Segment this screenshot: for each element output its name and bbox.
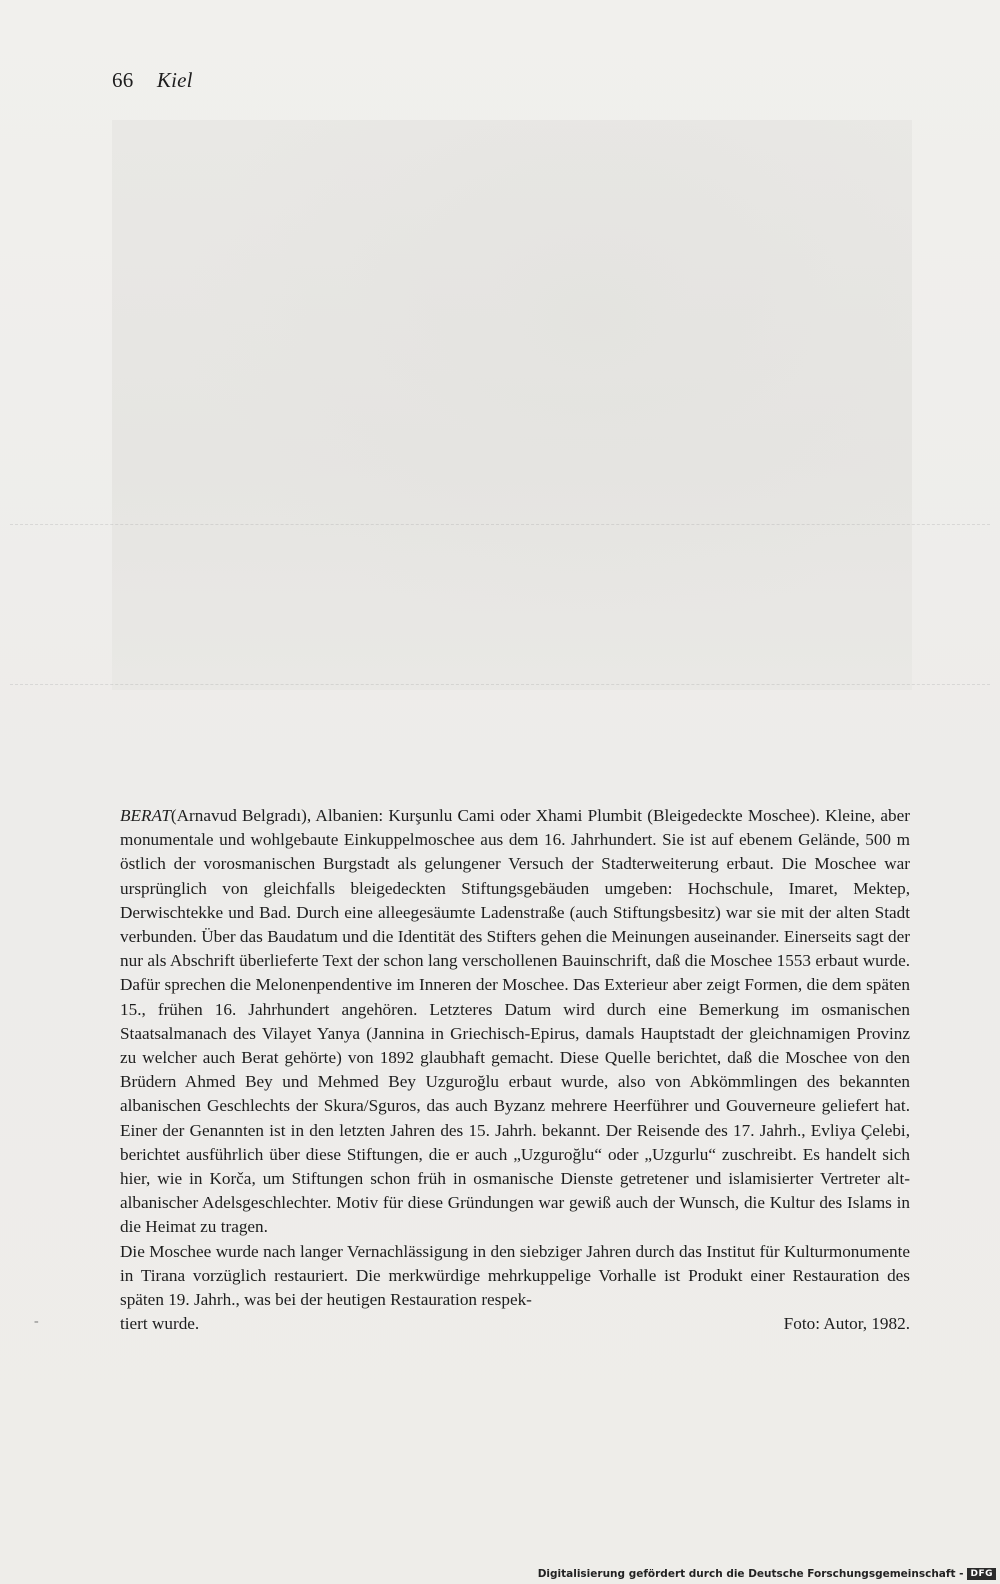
caption-paragraph-2 bbox=[120, 1240, 910, 1313]
figure-caption bbox=[120, 804, 910, 1336]
photo-plate-area bbox=[112, 120, 912, 690]
running-head-author: Kiel bbox=[156, 68, 193, 92]
digitization-footer bbox=[538, 1568, 996, 1580]
footer-text: Digitalisierung gefördert durch die Deutsche Forschungsgemeinschaft - bbox=[537, 1568, 964, 1580]
running-head bbox=[112, 68, 193, 93]
dfg-logo: DFG bbox=[967, 1568, 996, 1580]
photo-credit: Foto: Autor, 1982. bbox=[783, 1314, 910, 1334]
caption-paragraph-1-text: (Arnavud Belgradı), Albanien: Kurşunlu Cami oder Xhami Plumbit (Bleigedeckte Moschee). Kleine, aber monumentale und wohlgebaute Einkuppelmoschee aus dem 16. Jahrhundert. Sie ist auf ebenem Gelände, 500 m östlich der vorosmanischen Burgstadt als gelungener Versuch der Stadterweiterung erbaut. Die Moschee war ursprünglich von gleichfalls bleigedeckten Stiftungsgebäuden umgeben: Hochschule, Imaret, Mektep, Derwischtekke und Bad. Durch eine alleegesäumte Ladenstraße (auch Stiftungsbesitz) war sie mit der alten Stadt verbunden. Über das Baudatum und die Identität des Stifters gehen die Meinungen auseinander. Einerseits sagt der nur als Abschrift überlieferte Text der schon lang verschollenen Bauinschrift, daß die Moschee 1553 erbaut wurde. Dafür sprechen die Melonenpendentive im Inneren der Moschee. Das Exterieur aber zeigt Formen, die dem späten 15., frühen 16. Jahrhundert angehören. Letzteres Datum wird durch eine Bemerkung im osmanischen Staatsalmanach des Vilayet Yanya (Jannina in Griechisch-Epirus, damals Hauptstadt der gleichnamigen Provinz zu welcher auch Berat gehörte) von 1892 glaubhaft gemacht. Diese Quelle berichtet, daß die Moschee von den Brüdern Ahmed Bey und Mehmed Bey Uzguroğlu erbaut wurde, also von Abkömmlingen des bekannten albanischen Geschlechts der Skura/Sguros, das auch Byzanz mehrere Heerführer und Gouverneure geliefert hat. Einer der Genannten ist in den letzten Jahren des 15. Jahrh. bekannt. Der Reisende des 17. Jahrh., Evliya Çelebi, berichtet ausführlich über diese Stiftungen, die er auch „Uzguroğlu“ oder „Uzgurlu“ zuschreibt. Es handelt sich hier, wie in Korča, um Stiftungen schon früh in osmanische Dienste getretener und islamisierter Vertreter alt-albanischer Adelsgeschlechter. Motiv für diese Gründungen war gewiß auch der Wunsch, die Kultur des Islams in die Heimat zu tragen. bbox=[120, 806, 910, 1237]
margin-mark: - bbox=[34, 1314, 39, 1329]
caption-paragraph-2-text: Die Moschee wurde nach langer Vernachlässigung in den siebziger Jahren durch das Institut für Kulturmonumente in Tirana vorzüglich restauriert. Die merkwürdige mehrkuppelige Vorhalle ist Produkt einer Restauration des späten 19. Jahrh., was bei der heutigen Restauration respek- bbox=[120, 1241, 910, 1310]
scan-artifact-line bbox=[10, 684, 990, 685]
caption-last-line: tiert wurde. bbox=[120, 1314, 200, 1334]
caption-paragraph-1 bbox=[120, 804, 910, 1240]
page-number: 66 bbox=[112, 68, 134, 92]
caption-credit-line bbox=[120, 1312, 910, 1336]
scan-artifact-line bbox=[10, 524, 990, 525]
caption-place-name: BERAT bbox=[120, 806, 171, 825]
